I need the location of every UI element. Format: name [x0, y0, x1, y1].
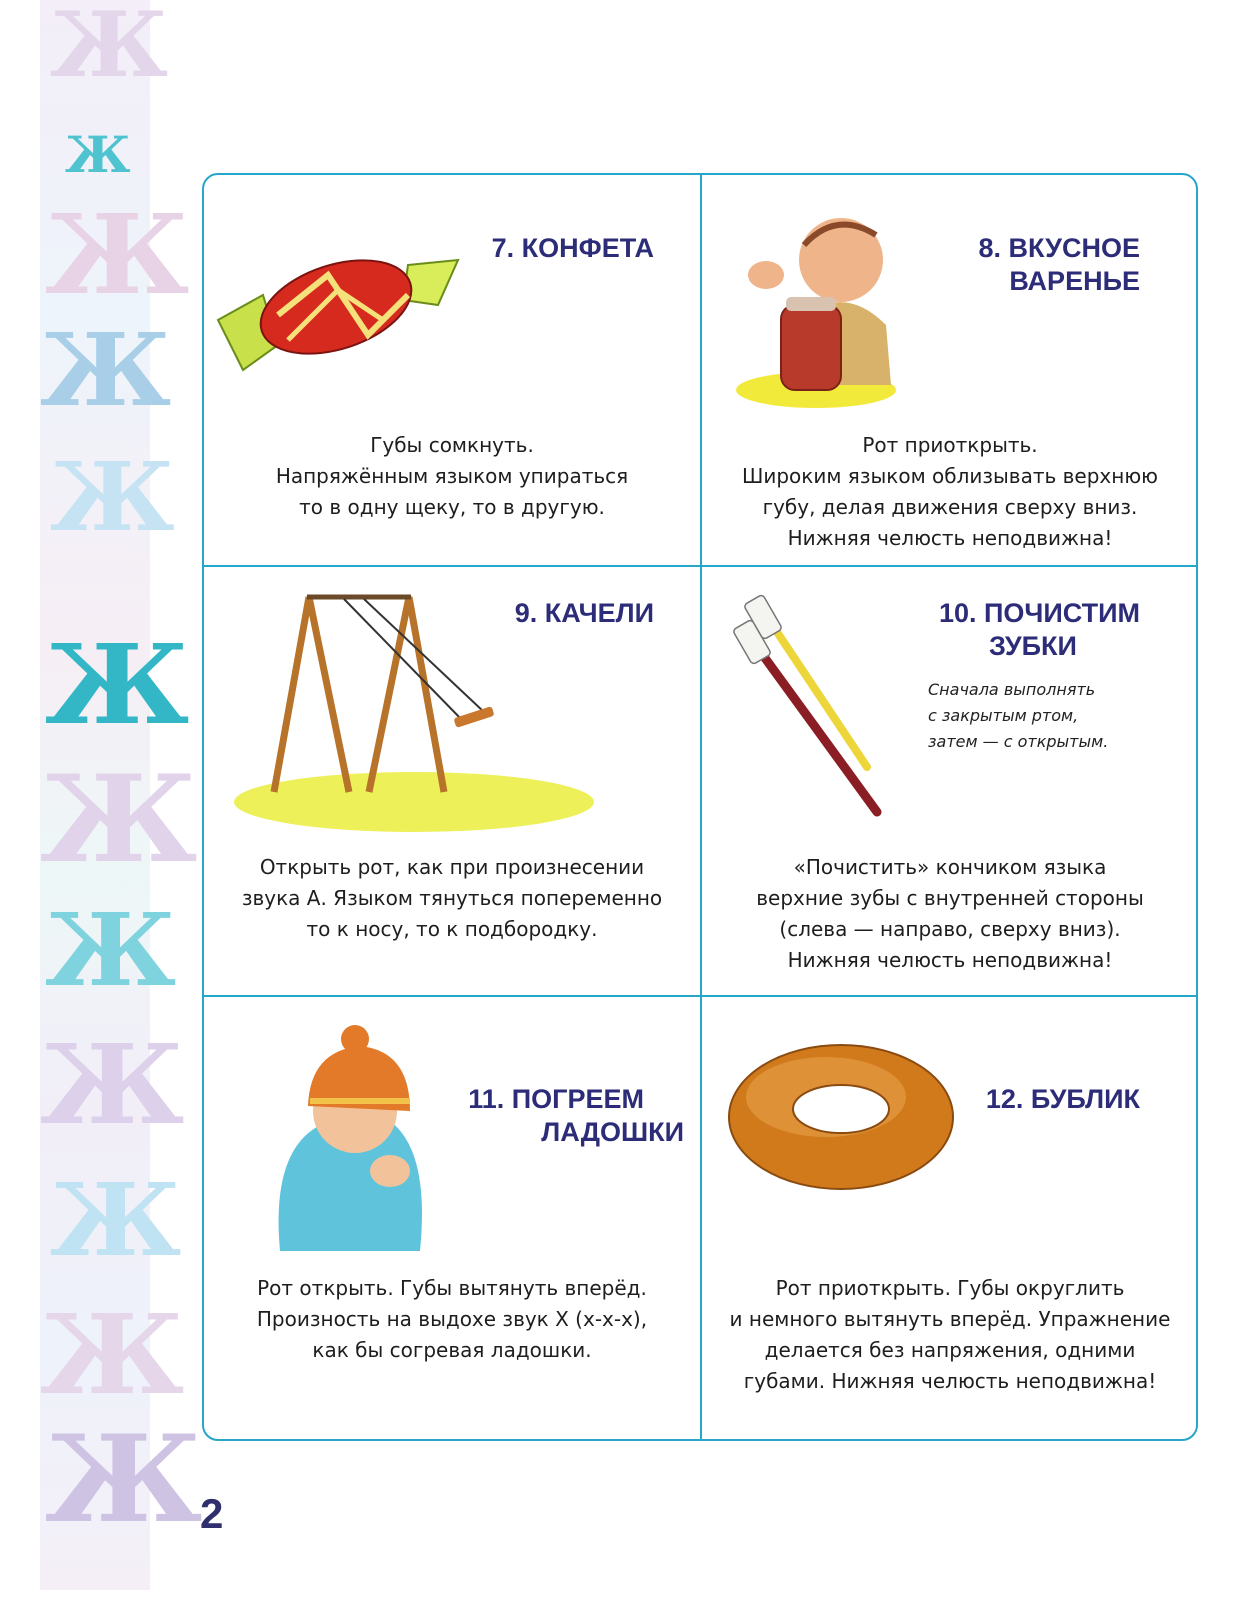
- exercise-note: Сначала выполнять с закрытым ртом, затем — с открытым.: [928, 680, 1109, 751]
- exercise-card-12: [702, 997, 1198, 1443]
- exercise-title: 11. ПОГРЕЕМ ЛАДОШКИ: [468, 1084, 684, 1147]
- exercise-card-11: [204, 997, 700, 1443]
- candy-icon: [218, 225, 463, 389]
- exercise-title: 12. БУБЛИК: [985, 1084, 1140, 1114]
- exercise-card-10: [702, 567, 1198, 995]
- strip-letter-icon: Ж: [40, 749, 198, 890]
- strip-letter-icon: Ж: [40, 311, 172, 429]
- strip-letter-icon: Ж: [40, 1290, 185, 1419]
- toothbrush-icon: [727, 597, 887, 831]
- page-number: 2: [200, 1490, 224, 1537]
- strip-letter-icon: Ж: [45, 891, 177, 1009]
- exercise-card-9: [204, 567, 700, 995]
- child-with-jam-icon: [736, 205, 906, 409]
- strip-letter-icon: Ж: [50, 1161, 182, 1279]
- strip-letter-icon: Ж: [50, 442, 175, 553]
- exercise-grid: [202, 173, 1198, 1441]
- exercise-title: 9. КАЧЕЛИ: [514, 598, 654, 628]
- exercise-title: 7. КОНФЕТА: [491, 233, 654, 263]
- bagel-icon: [726, 1037, 956, 1201]
- strip-letter-icon: Ж: [40, 1020, 185, 1149]
- exercise-description: Открыть рот, как при произнесении звука А. Языком тянуться попеременно то к носу, то к подбородку.: [241, 855, 663, 941]
- child-warming-hands-icon: [270, 1021, 430, 1255]
- strip-letter-icon: Ж: [45, 1409, 203, 1550]
- strip-letter-icon: Ж: [45, 190, 190, 319]
- exercise-description: Рот приоткрыть. Широким языком облизывать верхнюю губу, делая движения сверху вниз. Нижняя челюсть неподвижна!: [741, 433, 1159, 550]
- exercise-card-7: [204, 175, 700, 565]
- strip-letter-icon: Ж: [50, 0, 169, 98]
- exercise-description: «Почистить» кончиком языка верхние зубы с внутренней стороны (слева — направо, сверху вниз). Нижняя челюсть неподвижна!: [756, 855, 1144, 972]
- exercise-description: Рот открыть. Губы вытянуть вперёд. Произность на выдохе звук Х (х-х-х), как бы согревая ладошки.: [256, 1276, 648, 1362]
- exercise-title: 10. ПОЧИСТИМ ЗУБКИ: [938, 598, 1140, 661]
- exercise-description: Рот приоткрыть. Губы округлить и немного вытянуть вперёд. Упражнение делается без напряжения, одними губами. Нижняя челюсть неподвижна!: [729, 1276, 1171, 1393]
- strip-letter-icon: Ж: [65, 125, 131, 184]
- exercise-description: Губы сомкнуть. Напряжённым языком упираться то в одну щеку, то в другую.: [275, 433, 629, 519]
- exercise-title: 8. ВКУСНОЕ ВАРЕНЬЕ: [978, 233, 1140, 296]
- strip-letter-icon: Ж: [45, 620, 190, 749]
- decorative-letter-strip: [40, 0, 203, 1590]
- exercise-card-8: [702, 175, 1198, 565]
